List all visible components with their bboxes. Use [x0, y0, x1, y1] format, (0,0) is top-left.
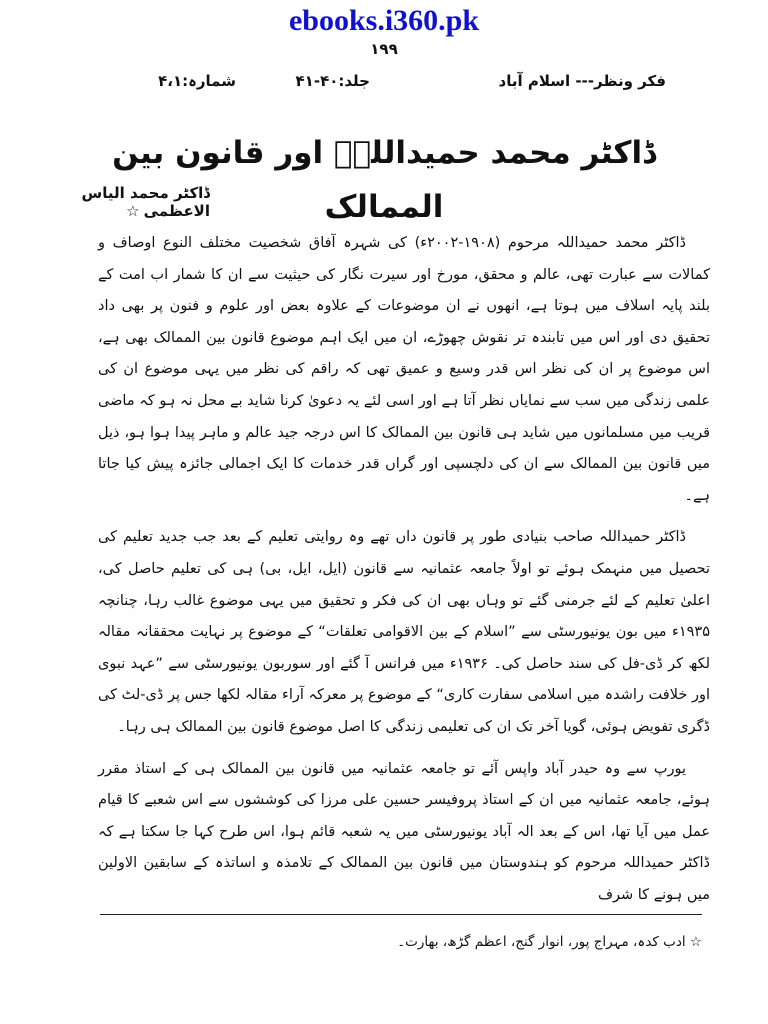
paragraph: ڈاکٹر محمد حمیداللہ مرحوم (۱۹۰۸-۲۰۰۲ء) کی شہرہ آفاق شخصیت مختلف النوع اوصاف و کمالات سے عبارت تھی، عالم و محقق، مورخ اور سیرت نگار کی حیثیت سے ان کا شمار اب امت کے بلند پایہ اسلاف میں ہوتا ہے، انھوں نے ان موضوعات کے علاوہ بعض اور علوم و فنون پر بھی داد تحقیق دی اور اس میں تابندہ تر نقوش چھوڑے، ان میں ایک اہم موضوع قانون بین الممالک بھی ہے، اس موضوع پر ان کی نظر اس قدر وسیع و عمیق تھی کہ راقم کی نظر میں یہی موضوع ان کی علمی زندگی میں سب سے نمایاں نظر آتا ہے اور اسی لئے یہ دعویٰ کرنا شاید بے محل نہ ہو کہ ماضی قریب میں مسلمانوں میں شاید ہی قانون بین الممالک کا اس درجہ جید عالم و ماہر پیدا ہوا ہو، ذیل میں قانون بین الممالک سے ان کی دلچسپی اور گراں قدر خدمات کا ایک اجمالی جائزہ پیش کیا جاتا ہے۔ [98, 235, 710, 504]
author-line [10, 184, 210, 220]
author-name: ڈاکٹر محمد الیاس الاعظمی [81, 184, 210, 220]
star-icon: ☆ [689, 934, 702, 950]
running-header [118, 66, 666, 106]
article-body [98, 228, 710, 921]
footnote-text: ادب کدہ، مہراج پور، انوار گنج، اعظم گڑھ، بھارت۔ [397, 934, 686, 950]
article-title: ڈاکٹر محمد حمیداللہؒ اور قانون بین الممالک [112, 135, 656, 225]
footnote [82, 932, 702, 952]
site-link[interactable]: ebooks.i360.pk [288, 4, 480, 37]
volume-label: جلد:۴۰-۴۱ [295, 72, 370, 90]
star-icon: ☆ [126, 202, 140, 220]
journal-name: فکر ونظر--- اسلام آباد [498, 72, 666, 90]
paragraph: یورپ سے وہ حیدر آباد واپس آئے تو جامعہ عثمانیہ میں قانون بین الممالک ہی کے استاذ مقرر ہوئے، جامعہ عثمانیہ میں ان کے استاذ پروفیسر حسین علی مرزا کی کوششوں سے اس شعبے کا قیام عمل میں آیا تھا، اس کے بعد الہ آباد یونیورسٹی میں یہ شعبہ قائم ہوا، اس طرح کہا جا سکتا ہے کہ ڈاکٹر حمیداللہ مرحوم کو ہندوستان میں قانون بین الممالک کے تلامذہ و اساتذہ کے سابقین الاولین میں ہونے کا شرف [98, 760, 710, 903]
paragraph: ڈاکٹر حمیداللہ صاحب بنیادی طور پر قانون داں تھے وہ روایتی تعلیم کے بعد جب جدید تعلیم کی تحصیل میں منہمک ہوئے تو اولاً جامعہ عثمانیہ سے قانون (ایل، ایل، بی) ہی کی تعلیم حاصل کی، اعلیٰ تعلیم کے لئے جرمنی گئے تو وہاں بھی ان کی فکر و تحقیق میں یہی موضوع غالب رہا، چنانچہ ۱۹۳۵ء میں بون یونیورسٹی سے ”اسلام کے بین الاقوامی تعلقات“ کے موضوع پر نہایت محققانہ مقالہ لکھ کر ڈی-فل کی سند حاصل کی۔ ۱۹۳۶ء میں فرانس آ گئے اور سوربون یونیورسٹی سے ”عہد نبوی اور خلافت راشدہ میں اسلامی سفارت کاری“ کے موضوع پر معرکہ آراء مقالہ لکھا جس پر ڈی-لٹ کی ڈگری تفویض ہوئی، گویا آخر تک ان کی تعلیمی زندگی کا اصل موضوع قانون بین الممالک ہی رہا۔ [98, 529, 710, 735]
issue-label: شمارہ:۴،۱ [158, 72, 236, 90]
page-number: ۱۹۹ [370, 40, 398, 58]
footnote-divider [100, 914, 702, 915]
